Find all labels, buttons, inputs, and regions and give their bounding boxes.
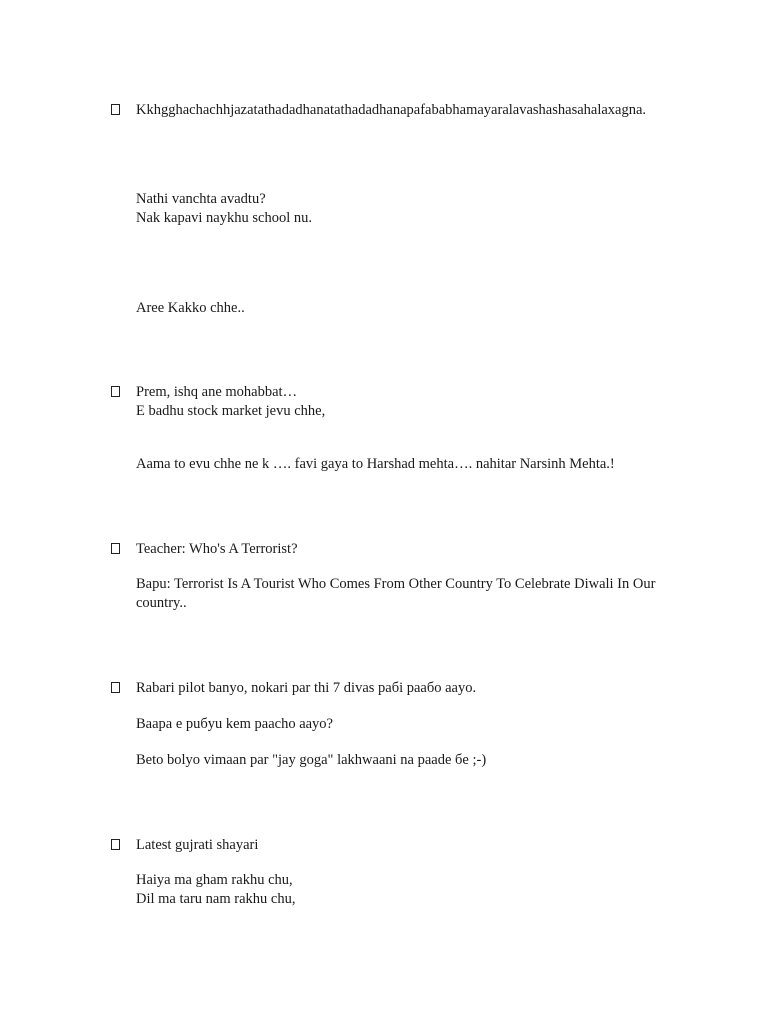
paragraph-line: Teacher: Who's A Terrorist? [136, 541, 298, 557]
paragraph-line: Nathi vanchta avadtu? [136, 191, 266, 207]
paragraph-line: Haiya ma gham rakhu chu, [136, 872, 293, 888]
paragraph-line: Beto bolyo vimaan par "jay goga" lakhwaani na paade бe ;-) [136, 752, 487, 768]
paragraph-line: Dil ma taru nam rakhu chu, [136, 891, 296, 907]
bullet-icon [111, 104, 120, 115]
paragraph-line: Nak kapavi naykhu school nu. [136, 210, 312, 226]
bullet-icon [111, 839, 120, 850]
paragraph-block: Bapu: Terrorist Is A Tourist Who Comes From Other Country To Celebrate Diwali In Our country.. [136, 576, 656, 611]
bullet-icon [111, 543, 120, 554]
paragraph-line: Kkhgghachachhjazatathadadhanatathadadhanapafababhamayaralavashashasahalaxagna. [136, 102, 647, 118]
paragraph-line: Baapa e puбyu kem paacho aayo? [136, 716, 333, 732]
paragraph-line: Aama to evu chhe ne k …. favi gaya to Harshad mehta…. nahitar Narsinh Mehta.! [136, 456, 615, 472]
paragraph-line: Latest gujrati shayari [136, 837, 259, 853]
bullet-icon [111, 682, 120, 693]
bullet-icon [111, 386, 120, 397]
paragraph-line: Rabari pilot banyo, nokari par thi 7 divas paбi paaбo aayo. [136, 680, 477, 696]
paragraph-line: Aree Kakko chhe.. [136, 300, 245, 316]
paragraph-line: E badhu stock market jevu chhe, [136, 403, 326, 419]
paragraph-line: Prem, ishq ane mohabbat… [136, 384, 298, 400]
